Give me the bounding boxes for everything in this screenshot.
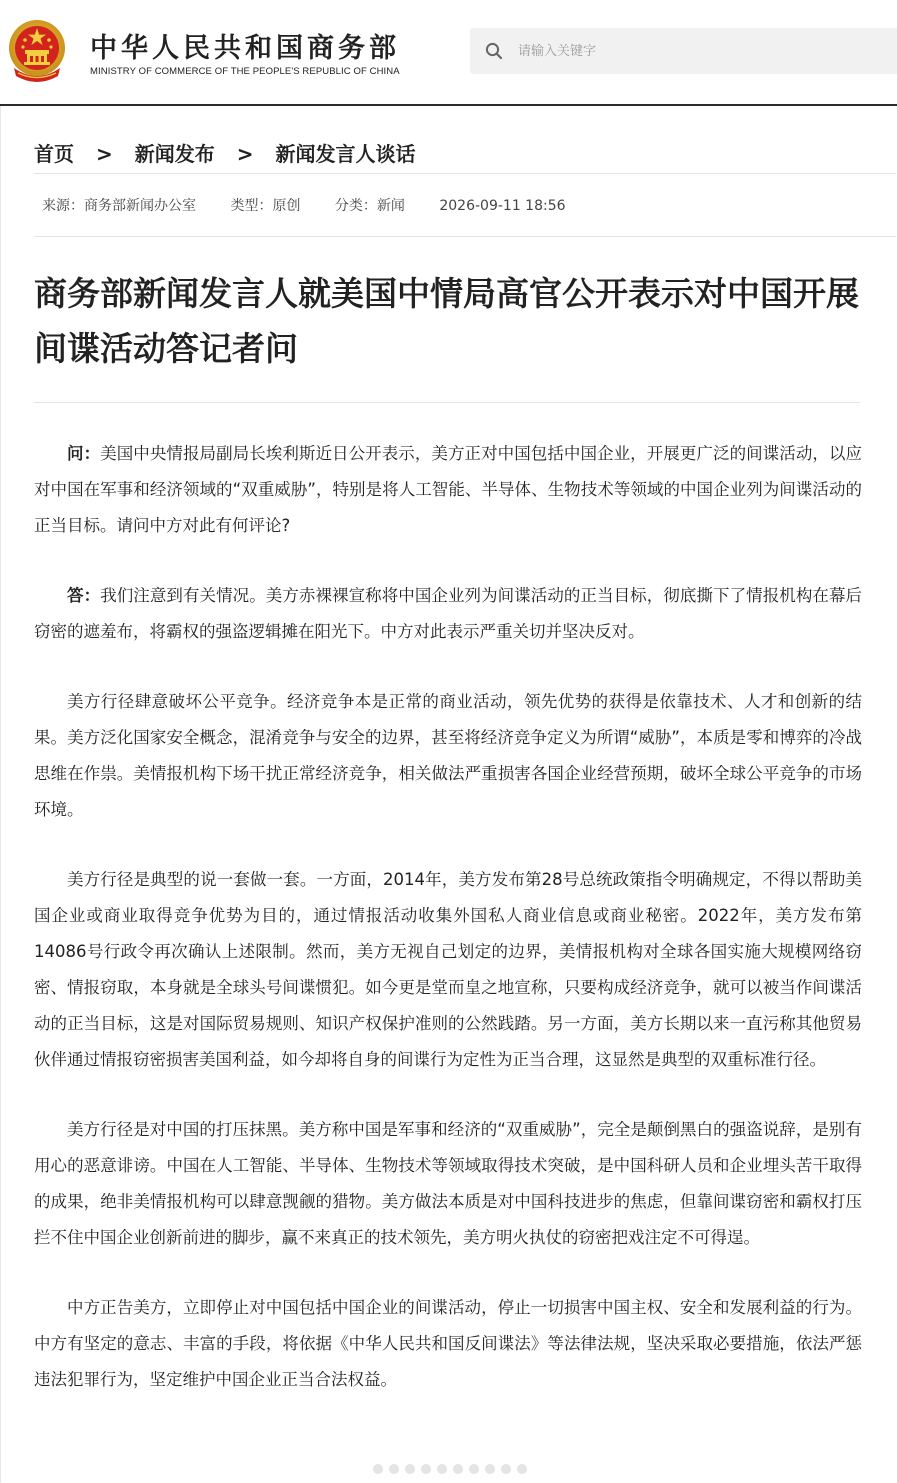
site-name-english: MINISTRY OF COMMERCE OF THE PEOPLE'S REPUBLIC OF CHINA: [90, 66, 400, 77]
body-paragraph-4: 中方正告美方，立即停止对中国包括中国企业的间谍活动，停止一切损害中国主权、安全和发展利益的行为。中方有坚定的意志、丰富的手段，将依据《中华人民共和国反间谍法》等法律法规，坚决采取必要措施，依法严惩违法犯罪行为，坚定维护中国企业正当合法权益。: [34, 1298, 862, 1389]
article-title: 商务部新闻发言人就美国中情局高官公开表示对中国开展间谍活动答记者问: [34, 274, 859, 368]
breadcrumb-spokesperson-link[interactable]: 新闻发言人谈话: [275, 142, 416, 166]
answer-label: 答：: [67, 586, 101, 605]
meta-category: 分类：新闻: [334, 198, 405, 214]
body-paragraph-2: 美方行径是典型的说一套做一套。一方面，2014年，美方发布第28号总统政策指令明确规定，不得以帮助美国企业或商业取得竞争优势为目的，通过情报活动收集外国私人商业信息或商业秘密。2022年，美方发布第14086号行政令再次确认上述限制。然而，美方无视自己划定的边界，美情报机构对全球各国实施大规模网络窃密、情报窃取，本身就是全球头号间谍惯犯。如今更是堂而皇之地宣称，只要构成经济竞争，就可以被当作间谍活动的正当目标，这是对国际贸易规则、知识产权保护准则的公然践踏。另一方面，美方长期以来一直污称其他贸易伙伴通过情报窃密损害美国利益，如今却将自身的间谍行为定性为正当合理，这显然是典型的双重标准行径。: [34, 870, 862, 1069]
national-emblem-icon[interactable]: [8, 18, 66, 84]
breadcrumb-home-link[interactable]: 首页: [34, 142, 74, 166]
body-paragraph-1: 美方行径肆意破坏公平竞争。经济竞争本是正常的商业活动，领先优势的获得是依靠技术、人才和创新的结果。美方泛化国家安全概念，混淆竞争与安全的边界，甚至将经济竞争定义为所谓“威胁”，本质是零和博弈的冷战思维在作祟。美情报机构下场干扰正常经济竞争，相关做法严重损害各国企业经营预期，破坏全球公平竞争的市场环境。: [34, 692, 862, 819]
breadcrumb: [34, 138, 416, 167]
answer-paragraph: [34, 578, 862, 650]
meta-divider: [34, 236, 896, 237]
question-label: 问：: [67, 444, 101, 463]
site-name-chinese[interactable]: 中华人民共和国商务部: [90, 33, 400, 64]
search-box: [470, 28, 897, 74]
article-meta: [42, 195, 596, 215]
search-input[interactable]: [518, 28, 888, 74]
site-header: [0, 0, 897, 106]
breadcrumb-separator: >: [96, 142, 113, 166]
body-paragraph-3: 美方行径是对中国的打压抹黑。美方称中国是军事和经济的“双重威胁”，完全是颠倒黑白的强盗说辞，是别有用心的恶意诽谤。中国在人工智能、半导体、生物技术等领域取得技术突破，是中国科研人员和企业埋头苦干取得的成果，绝非美情报机构可以肆意觊觎的猎物。美方做法本质是对中国科技进步的焦虑，但靠间谍窃密和霸权打压拦不住中国企业创新前进的脚步，赢不来真正的技术领先，美方明火执仗的窃密把戏注定不可得逞。: [34, 1120, 862, 1247]
header-divider: [0, 104, 897, 106]
breadcrumb-separator: >: [236, 142, 254, 166]
meta-source: 来源：商务部新闻办公室: [42, 198, 196, 214]
meta-type: 类型：原创: [230, 198, 301, 214]
meta-datetime: 2026-09-11 18:56: [439, 198, 566, 214]
content-left-border: [0, 106, 1, 1483]
answer-text: 我们注意到有关情况。美方赤裸裸宣称将中国企业列为间谍活动的正当目标，彻底撕下了情报机构在幕后窃密的遮羞布，将霸权的强盗逻辑摊在阳光下。中方对此表示严重关切并坚决反对。: [34, 586, 863, 641]
search-icon[interactable]: [484, 41, 504, 61]
question-paragraph: [34, 436, 862, 544]
question-text: 美国中央情报局副局长埃利斯近日公开表示，美方正对中国包括中国企业，开展更广泛的间谍活动，以应对中国在军事和经济领域的“双重威胁”，特别是将人工智能、半导体、生物技术等领域的中国企业列为间谍活动的正当目标。请问中方对此有何评论?: [34, 444, 863, 535]
article-body: [34, 436, 862, 1432]
breadcrumb-divider: [34, 173, 896, 174]
title-divider: [34, 402, 860, 403]
watermark-dots-icon: [370, 1462, 528, 1476]
breadcrumb-news-release-link[interactable]: 新闻发布: [134, 142, 215, 166]
